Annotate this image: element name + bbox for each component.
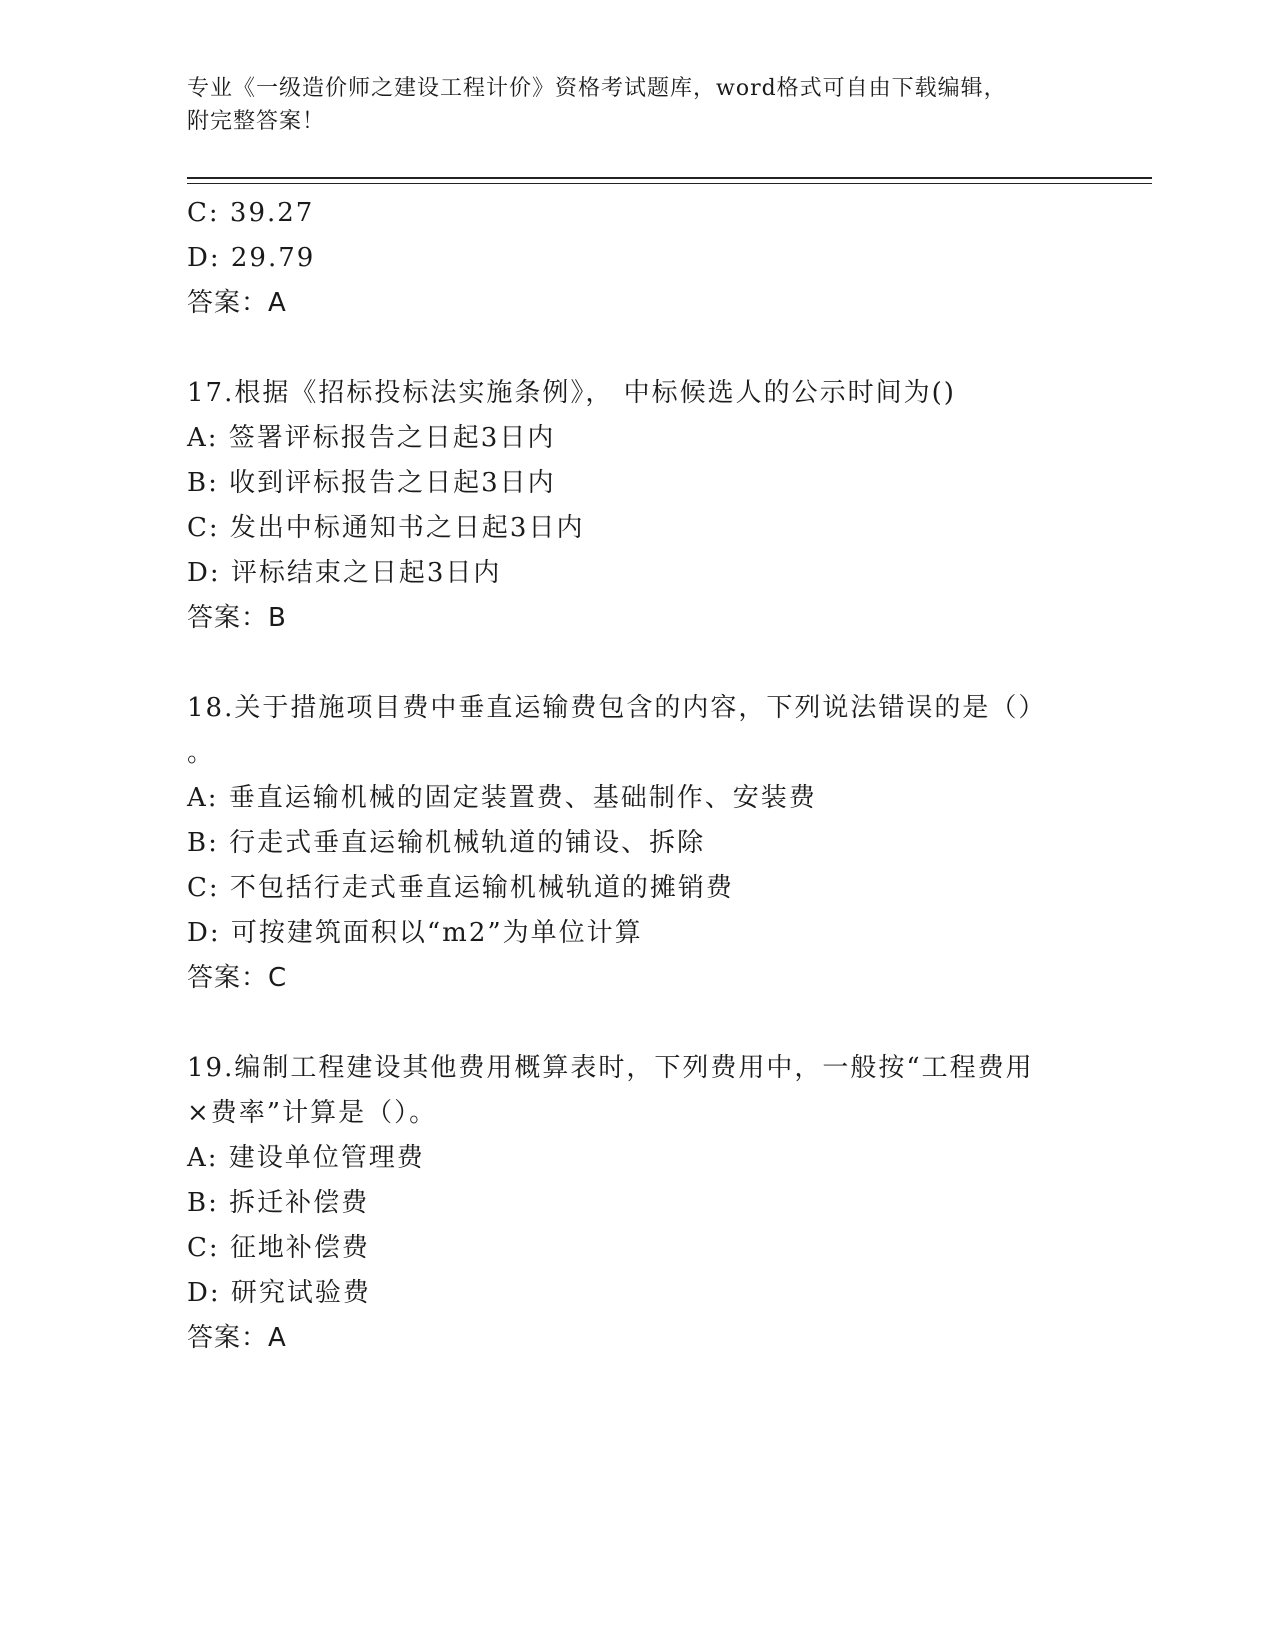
option-c: C: 不包括行走式垂直运输机械轨道的摊销费 bbox=[187, 873, 734, 903]
question-19 bbox=[187, 1046, 1067, 1361]
option-c: C: 39.27 bbox=[187, 198, 315, 228]
option-d: D: 29.79 bbox=[187, 243, 316, 273]
question-stem: 18.关于措施项目费中垂直运输费包含的内容，下列说法错误的是（） bbox=[187, 693, 1047, 723]
option-c: C: 征地补偿费 bbox=[187, 1233, 370, 1263]
spacer bbox=[187, 641, 1067, 686]
option-d: D: 评标结束之日起3日内 bbox=[187, 558, 502, 588]
option-a: A: 签署评标报告之日起3日内 bbox=[187, 423, 556, 453]
question-stem-continued: 。 bbox=[187, 738, 216, 768]
question-18 bbox=[187, 686, 1067, 1001]
option-b: B: 拆迁补偿费 bbox=[187, 1188, 370, 1218]
header-divider-thin bbox=[187, 183, 1152, 184]
option-a: A: 建设单位管理费 bbox=[187, 1143, 425, 1173]
question-list bbox=[187, 191, 1067, 1361]
spacer bbox=[187, 1001, 1067, 1046]
header-line-1: 专业《一级造价师之建设工程计价》资格考试题库，word格式可自由下载编辑， bbox=[187, 76, 1007, 101]
option-d: D: 可按建筑面积以“m2”为单位计算 bbox=[187, 918, 643, 948]
question-17 bbox=[187, 371, 1067, 641]
header-line-2: 附完整答案！ bbox=[187, 109, 326, 134]
spacer bbox=[187, 326, 1067, 371]
option-a: A: 垂直运输机械的固定装置费、基础制作、安装费 bbox=[187, 783, 817, 813]
question-stem: 19.编制工程建设其他费用概算表时，下列费用中，一般按“工程费用 bbox=[187, 1053, 1034, 1083]
question-16-tail bbox=[187, 191, 1067, 326]
option-c: C: 发出中标通知书之日起3日内 bbox=[187, 513, 585, 543]
header-divider-thick bbox=[187, 177, 1152, 179]
option-b: B: 收到评标报告之日起3日内 bbox=[187, 468, 556, 498]
question-stem: 17.根据《招标投标法实施条例》， 中标候选人的公示时间为() bbox=[187, 378, 956, 408]
answer-line: 答案：C bbox=[187, 963, 288, 993]
answer-line: 答案：A bbox=[187, 288, 287, 318]
question-stem-continued: ×费率”计算是（）。 bbox=[187, 1098, 438, 1128]
option-b: B: 行走式垂直运输机械轨道的铺设、拆除 bbox=[187, 828, 706, 858]
document-header bbox=[187, 72, 1067, 138]
option-d: D: 研究试验费 bbox=[187, 1278, 371, 1308]
answer-line: 答案：B bbox=[187, 603, 287, 633]
answer-line: 答案：A bbox=[187, 1323, 287, 1353]
